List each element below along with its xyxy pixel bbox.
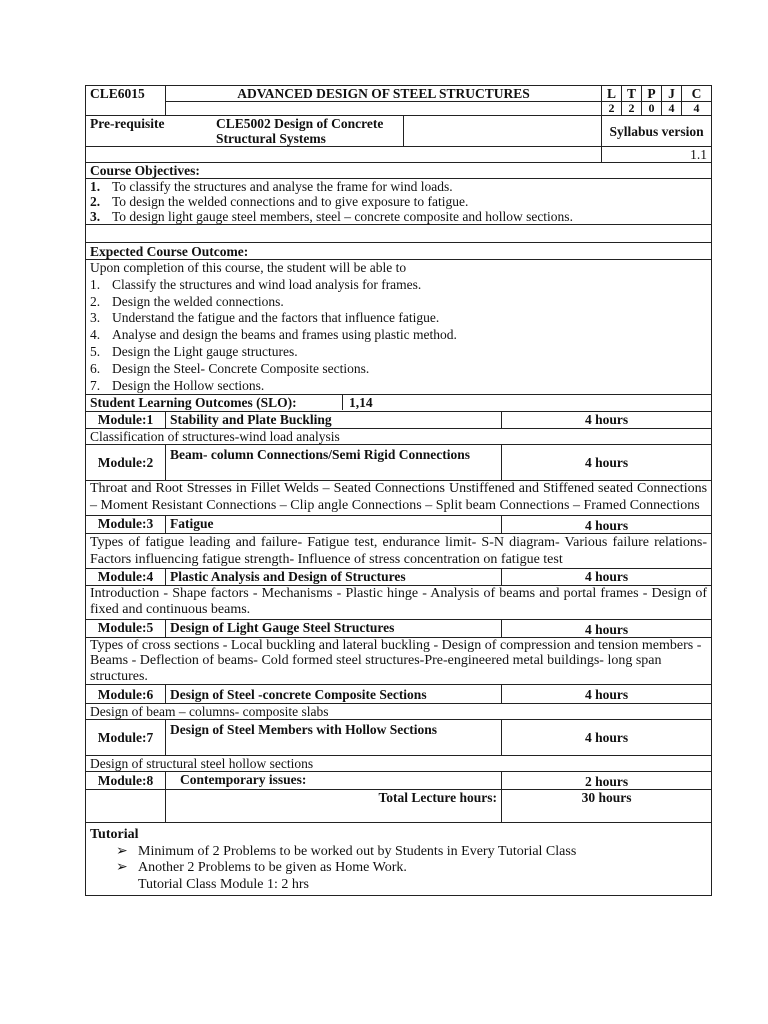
module-hours: 4 hours <box>502 515 712 533</box>
outcome-item: 4. Analyse and design the beams and frames using plastic method. <box>90 327 457 343</box>
outcome-item: 7. Design the Hollow sections. <box>90 377 265 393</box>
arrow-bullet-icon: ➢ <box>116 843 128 859</box>
module-title: Stability and Plate Buckling <box>166 412 502 429</box>
module-content: Types of fatigue leading and failure- Fatigue test, endurance limit- S-N diagram- Various failure relations- Factors influencing fatigue strength- Influence of stress concentration on fatigue test <box>86 533 712 568</box>
module-label: Module:8 <box>86 772 166 790</box>
objective-item: 2. To design the welded connections and to give exposure to fatigue. <box>90 194 469 209</box>
module-hours: 4 hours <box>502 685 712 704</box>
course-code: CLE6015 <box>86 86 166 116</box>
module-content: Design of structural steel hollow sections <box>86 756 712 772</box>
total-lecture-label: Total Lecture hours: <box>166 790 502 823</box>
ltpjc-value-l: 2 <box>602 102 622 116</box>
outcomes-heading: Expected Course Outcome: <box>86 243 712 260</box>
outcome-item: 6. Design the Steel- Concrete Composite sections. <box>90 360 370 376</box>
ltpjc-label-p: P <box>642 86 662 102</box>
module-hours: 4 hours <box>502 619 712 637</box>
syllabus-version-label: Syllabus version <box>602 116 712 147</box>
ltpjc-value-c: 4 <box>682 102 712 116</box>
tutorial-heading: Tutorial <box>90 827 139 843</box>
prereq-label: Pre-requisite <box>90 116 165 131</box>
ltpjc-label-l: L <box>602 86 622 102</box>
blank-row <box>86 225 712 243</box>
outcomes-intro: Upon completion of this course, the student will be able to <box>90 260 407 275</box>
module-content: Introduction - Shape factors - Mechanisms - Plastic hinge - Analysis of beams and portal frames - Design of fixed and continuous beams. <box>86 585 712 619</box>
syllabus-version-value: 1.1 <box>602 147 712 163</box>
module-content: Types of cross sections - Local buckling and lateral buckling - Design of compression and tension members - Beams - Deflection of beams- Cold formed steel structures-Pre-engineered metal buildings- long span structures. <box>86 637 712 685</box>
ltpjc-value-t: 2 <box>622 102 642 116</box>
syllabus-table <box>85 85 712 896</box>
tutorial-item: ➢ Another 2 Problems to be given as Home Work. <box>116 860 407 876</box>
version-spacer <box>86 147 602 163</box>
module-title: Plastic Analysis and Design of Structures <box>166 568 502 585</box>
ltpjc-label-c: C <box>682 86 712 102</box>
objectives-list <box>86 179 712 225</box>
module-content: Classification of structures-wind load analysis <box>86 429 712 445</box>
title-spacer <box>166 102 602 116</box>
objective-item: 3. To design light gauge steel members, steel – concrete composite and hollow sections. <box>90 209 573 224</box>
ltpjc-label-j: J <box>662 86 682 102</box>
module-title: Beam- column Connections/Semi Rigid Connections <box>166 445 502 481</box>
arrow-bullet-icon: ➢ <box>116 860 128 876</box>
syllabus-page <box>85 85 711 896</box>
module-label: Module:3 <box>86 515 166 533</box>
outcome-item: 1. Classify the structures and wind load analysis for frames. <box>90 276 422 292</box>
tutorial-note: Tutorial Class Module 1: 2 hrs <box>138 876 309 892</box>
ltpjc-label-t: T <box>622 86 642 102</box>
course-title: ADVANCED DESIGN OF STEEL STRUCTURES <box>166 86 602 102</box>
module-label: Module:4 <box>86 568 166 585</box>
prereq-row <box>86 116 404 147</box>
outcomes-list <box>86 260 712 395</box>
objectives-heading: Course Objectives: <box>86 163 712 179</box>
module-title: Design of Steel -concrete Composite Sections <box>166 685 502 704</box>
slo-label: Student Learning Outcomes (SLO): <box>86 395 343 410</box>
module-content: Design of beam – columns- composite slabs <box>86 704 712 720</box>
module-hours: 4 hours <box>502 568 712 585</box>
module-title: Design of Steel Members with Hollow Sections <box>166 720 502 756</box>
module-hours: 4 hours <box>502 720 712 756</box>
outcome-item: 5. Design the Light gauge structures. <box>90 343 298 359</box>
module-label: Module:1 <box>86 412 166 429</box>
module-title: Design of Light Gauge Steel Structures <box>166 619 502 637</box>
slo-row <box>86 395 712 412</box>
module-label: Module:2 <box>86 445 166 481</box>
module-label: Module:7 <box>86 720 166 756</box>
module-label: Module:6 <box>86 685 166 704</box>
prereq-value: CLE5002 Design of Concrete Structural Systems <box>216 116 384 146</box>
ltpjc-value-j: 4 <box>662 102 682 116</box>
prereq-spacer <box>404 116 602 147</box>
module-title: Contemporary issues: <box>166 772 502 790</box>
module-content: Throat and Root Stresses in Fillet Welds – Seated Connections Unstiffened and Stiffened seated Connections – Moment Resistant Connections – Clip angle Connections – Split beam Connections – Framed Connections <box>86 481 712 516</box>
tutorial-section <box>86 823 712 896</box>
outcome-item: 2. Design the welded connections. <box>90 293 284 309</box>
slo-value: 1,14 <box>349 395 373 411</box>
module-title: Fatigue <box>166 515 502 533</box>
module-hours: 4 hours <box>502 445 712 481</box>
tutorial-item: ➢ Minimum of 2 Problems to be worked out by Students in Every Tutorial Class <box>116 843 577 859</box>
objective-item: 1. To classify the structures and analyse the frame for wind loads. <box>90 179 453 194</box>
module-hours: 2 hours <box>502 772 712 790</box>
module-label: Module:5 <box>86 619 166 637</box>
total-lecture-value: 30 hours <box>502 790 712 823</box>
ltpjc-value-p: 0 <box>642 102 662 116</box>
total-spacer <box>86 790 166 823</box>
outcome-item: 3. Understand the fatigue and the factors that influence fatigue. <box>90 310 440 326</box>
module-hours: 4 hours <box>502 412 712 429</box>
